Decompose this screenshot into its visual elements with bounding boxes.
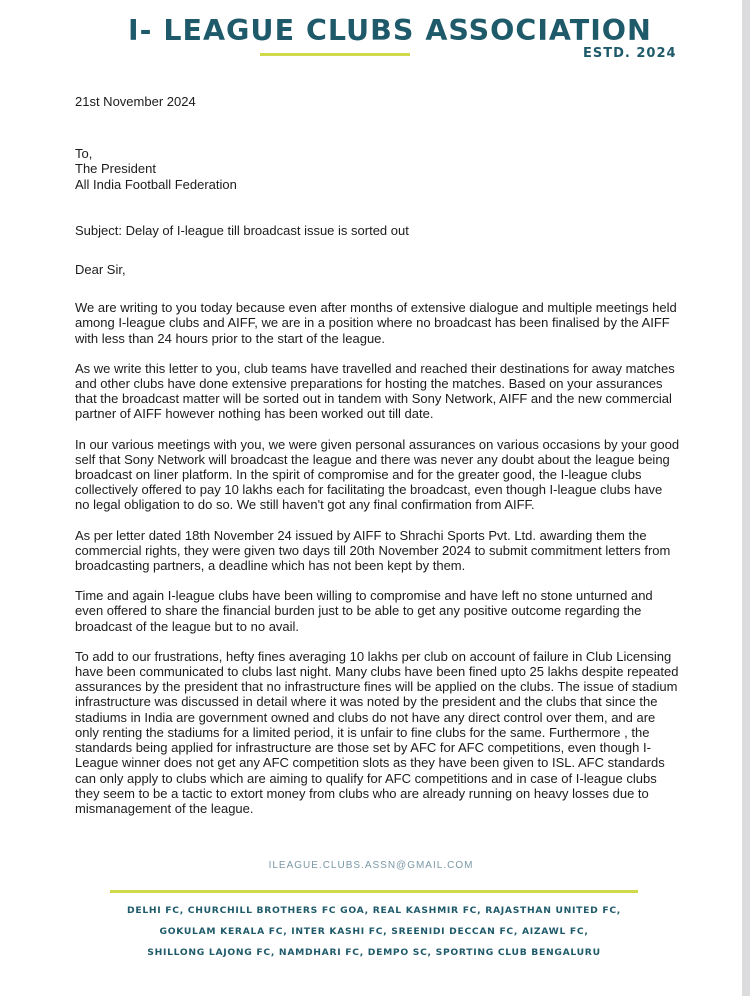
letter-date: 21st November 2024 — [75, 94, 196, 109]
contact-email: ILEAGUE.CLUBS.ASSN@GMAIL.COM — [268, 860, 474, 871]
clubs-line: SHILLONG LAJONG FC, NAMDHARI FC, DEMPO SC, SPORTING CLUB BENGALURU — [147, 947, 601, 958]
page-edge — [742, 0, 750, 996]
salutation: Dear Sir, — [75, 262, 126, 278]
paragraph: To add to our frustrations, hefty fines averaging 10 lakhs per club on account of failure in Club Licensing have been communicated to clubs last night. Many clubs have been fined upto 25 lakhs despite repeated assurances by the president that no infrastructure fines will be applied on the clubs. The issue of stadium infrastructure was discussed in detail where it was noted by the president and the clubs that since the stadiums in India are government owned and clubs do not have any direct control over them, and are only renting the stadiums for a limited period, it is unfair to fine clubs for the same. Furthermore , the standards being applied for infrastructure are those set by AFC for AFC competitions, even though I-League winner does not get any AFC competition slots as they have been given to ISL. AFC standards can only apply to clubs which are aiming to qualify for AFC competitions and in case of I-league clubs they seem to be a tactic to extort money from clubs who are already running on heavy losses due to mismanagement of the league. — [75, 648, 679, 816]
paragraph: We are writing to you today because even after months of extensive dialogue and multiple meetings held among I-league clubs and AIFF, we are in a position where no broadcast has been finalised by the AIFF with less than 24 hours prior to the start of the league. — [75, 300, 677, 346]
paragraph: In our various meetings with you, we were given personal assurances on various occasions by your good self that Sony Network will broadcast the league and there was never any doubt about the league being broadcast on liner platform. In the spirit of compromise and for the greater good, the I-league clubs collectively offered to pay 10 lakhs each for facilitating the broadcast, even though I-league clubs have no legal obligation to do so. We still haven't got any final confirmation from AIFF. — [75, 436, 680, 513]
paragraph: Time and again I-league clubs have been willing to compromise and have left no stone unturned and even offered to share the financial burden just to be able to get any positive outcome regarding the broadcast of the league but to no avail. — [75, 588, 653, 634]
header-accent-rule — [260, 53, 410, 56]
member-clubs-list — [100, 900, 648, 963]
address-line: To, — [75, 146, 93, 162]
footer-accent-rule — [110, 890, 638, 893]
letter-body — [75, 94, 680, 831]
paragraph: As we write this letter to you, club teams have travelled and reached their destinations for away matches and other clubs have done extensive preparations for hosting the matches. Based on your assurances that the broadcast matter will be sorted out in tandem with Sony Network, AIFF and the new commercial partner of AIFF however nothing has been worked out till date. — [75, 360, 675, 422]
clubs-line: DELHI FC, CHURCHILL BROTHERS FC GOA, REAL KASHMIR FC, RAJASTHAN UNITED FC, — [127, 905, 621, 916]
clubs-line: GOKULAM KERALA FC, INTER KASHI FC, SREENIDI DECCAN FC, AIZAWL FC, — [159, 926, 589, 937]
recipient-address — [75, 146, 680, 192]
address-line: All India Football Federation — [75, 176, 237, 192]
address-line: The President — [75, 161, 156, 177]
paragraph: As per letter dated 18th November 24 issued by AIFF to Shrachi Sports Pvt. Ltd. awarding them the commercial rights, they were given two days till 20th November 2024 to submit commitment letters from broadcasting partners, a deadline which has not been kept by them. — [75, 527, 671, 574]
letter-subject: Subject: Delay of I-league till broadcast issue is sorted out — [75, 222, 409, 238]
association-title: I- LEAGUE CLUBS ASSOCIATION — [128, 14, 652, 47]
established-year: ESTD. 2024 — [583, 46, 677, 61]
